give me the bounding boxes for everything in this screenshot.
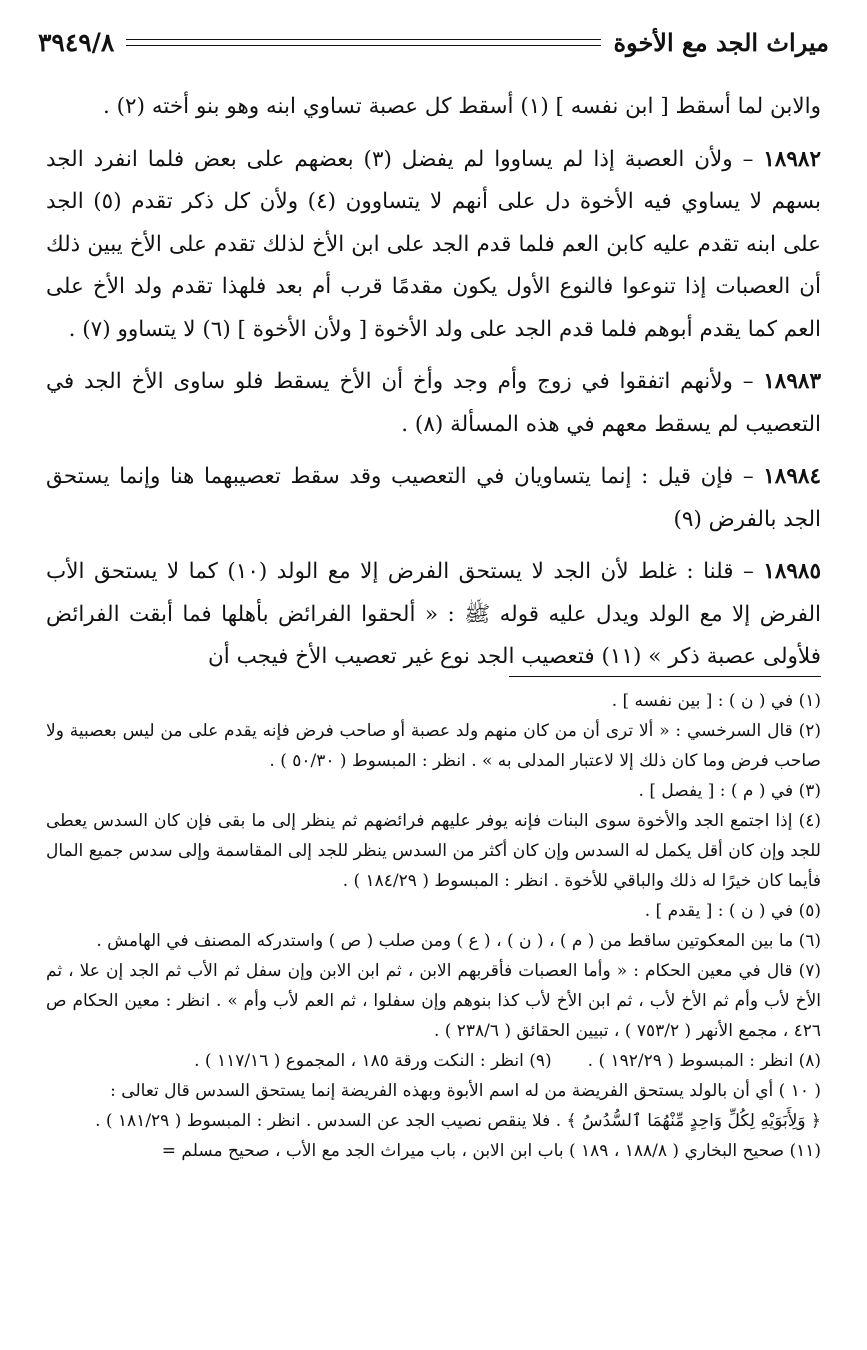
paragraph-number: ١٨٩٨٤ [763,464,821,489]
footnote-10-verse: ﴿ وَلِأَبَوَيْهِ لِكُلِّ وَاحِدٍ مِّنْهُمَا ٱلسُّدُسُ ﴾ . فلا ينقص نصيب الجد عن السدس . انظر : المبسوط ( ١٨١/٢٩ ) . [95,1111,821,1131]
main-text [46,86,821,689]
footnote-6: (٦) ما بين المعكوتين ساقط من ( م ) ، ( ن ) ، ( ع ) ومن صلب ( ص ) واستدركه المصنف في الهامش . [96,931,821,951]
paragraph-text: – فإن قيل : إنما يتساويان في التعصيب وقد سقط تعصيبهما هنا وإنما يستحق الجد بالفرض (٩) [46,464,821,532]
footnote-11: (١١) صحيح البخاري ( ١٨٨/٨ ، ١٨٩ ) باب ابن الابن ، باب ميراث الجد مع الأب ، صحيح مسلم = [161,1141,821,1161]
footnote-5: (٥) في ( ن ) : [ يقدم ] . [644,901,821,921]
paragraph [46,139,821,352]
page-header [38,22,829,62]
footnote-separator [509,676,821,677]
footnote-4: (٤) إذا اجتمع الجد والأخوة سوى البنات فإنه يوفر عليهم فرائضهم ثم ينظر إلى ما بقى فإن كان السدس يعطى للجد وإن كان أقل يكمل له السدس وإن كان أكثر من السدس ينظر للجد إلى المقاسمة وإلى سدس جميع المال فأيما كان خيرًا له ذلك والباقي للأخوة . انظر : المبسوط ( ١٨٤/٢٩ ) . [46,811,821,891]
paragraph [46,361,821,446]
footnote-10: ( ١٠ ) أي أن بالولد يستحق الفريضة من له اسم الأبوة وبهذه الفريضة إنما يستحق السدس قال تعالى : [110,1081,821,1101]
paragraph [46,456,821,541]
paragraph [46,551,821,679]
paragraph-text: – ولأن العصبة إذا لم يساووا لم يفضل (٣) بعضهم على بعض فلما انفرد الجد بسهم لا يساوي فيه الأخوة دل على أنهم لا يتساوون (٤) ولأن كل ذكر تقدم (٥) الجد على ابنه تقدم عليه كابن العم فلما قدم الجد على ابن الأخ لذلك تقدم على الأخ يبين ذلك أن العصبات إذا تنوعوا فالنوع الأول يكون مقدمًا قرب أم بعد فلهذا تقدم ولد الأخ على العم كما يقدم أبوهم فلما قدم الجد على ولد الأخوة [ ولأن الأخوة ] (٦) لا يتساوو (٧) . [46,146,821,342]
footnote-3: (٣) في ( م ) : [ يفصل ] . [638,781,821,801]
paragraph [46,86,821,129]
footnote-2: (٢) قال السرخسي : « ألا ترى أن من كان منهم ولد عصبة أو صاحب فرض فإنه يقدم على من ليس بعصبية ولا صاحب فرض وما كان ذلك إلا لاعتبار المدلى به » . انظر : المبسوط ( ٥٠/٣٠ ) . [46,721,821,771]
footnote-1: (١) في ( ن ) : [ بين نفسه ] . [611,691,821,711]
header-double-rule [126,39,601,46]
running-title: ميراث الجد مع الأخوة [613,27,829,57]
paragraph-text: – ولأنهم اتفقوا في زوج وأم وجد وأخ أن الأخ يسقط فلو ساوى الأخ الجد في التعصيب لم يسقط معهم في هذه المسألة (٨) . [46,369,821,437]
footnote-8: (٨) انظر : المبسوط ( ١٩٢/٢٩ ) . [587,1051,821,1071]
footnote-9: (٩) انظر : النكت ورقة ١٨٥ ، المجموع ( ١١٧/١٦ ) . [194,1051,552,1071]
paragraph-number: ١٨٩٨٣ [763,369,821,394]
paragraph-text: والابن لما أسقط [ ابن نفسه ] (١) أسقط كل عصبة تساوي ابنه وهو بنو أخته (٢) . [102,94,821,119]
footnote-row-8-9 [46,1046,821,1076]
footnotes [46,686,821,1166]
paragraph-number: ١٨٩٨٢ [763,146,821,172]
page-number: ٣٩٤٩/٨ [38,27,115,57]
paragraph-number: ١٨٩٨٥ [763,559,822,584]
paragraph-text: – قلنا : غلط لأن الجد لا يستحق الفرض إلا مع الولد (١٠) كما لا يستحق الأب الفرض إلا مع الولد ويدل عليه قوله ﷺ : « ألحقوا الفرائض بأهلها فما أبقت الفرائض فلأولى عصبة ذكر » (١١) فتعصيب الجد نوع غير تعصيب الأخ فيجب أن [46,559,821,669]
footnote-7: (٧) قال في معين الحكام : « وأما العصبات فأقربهم الابن ، ثم ابن الابن وإن سفل ثم الأب ثم الجد إن علا ، ثم الأخ لأب وأم ثم الأخ لأب ، ثم ابن الأخ لأب كذا بنوهم وإن سفلوا ، ثم العم لأب وأم » . انظر : معين الحكام ص ٤٢٦ ، مجمع الأنهر ( ٧٥٣/٢ ) ، تبيين الحقائق ( ٢٣٨/٦ ) . [46,961,821,1041]
